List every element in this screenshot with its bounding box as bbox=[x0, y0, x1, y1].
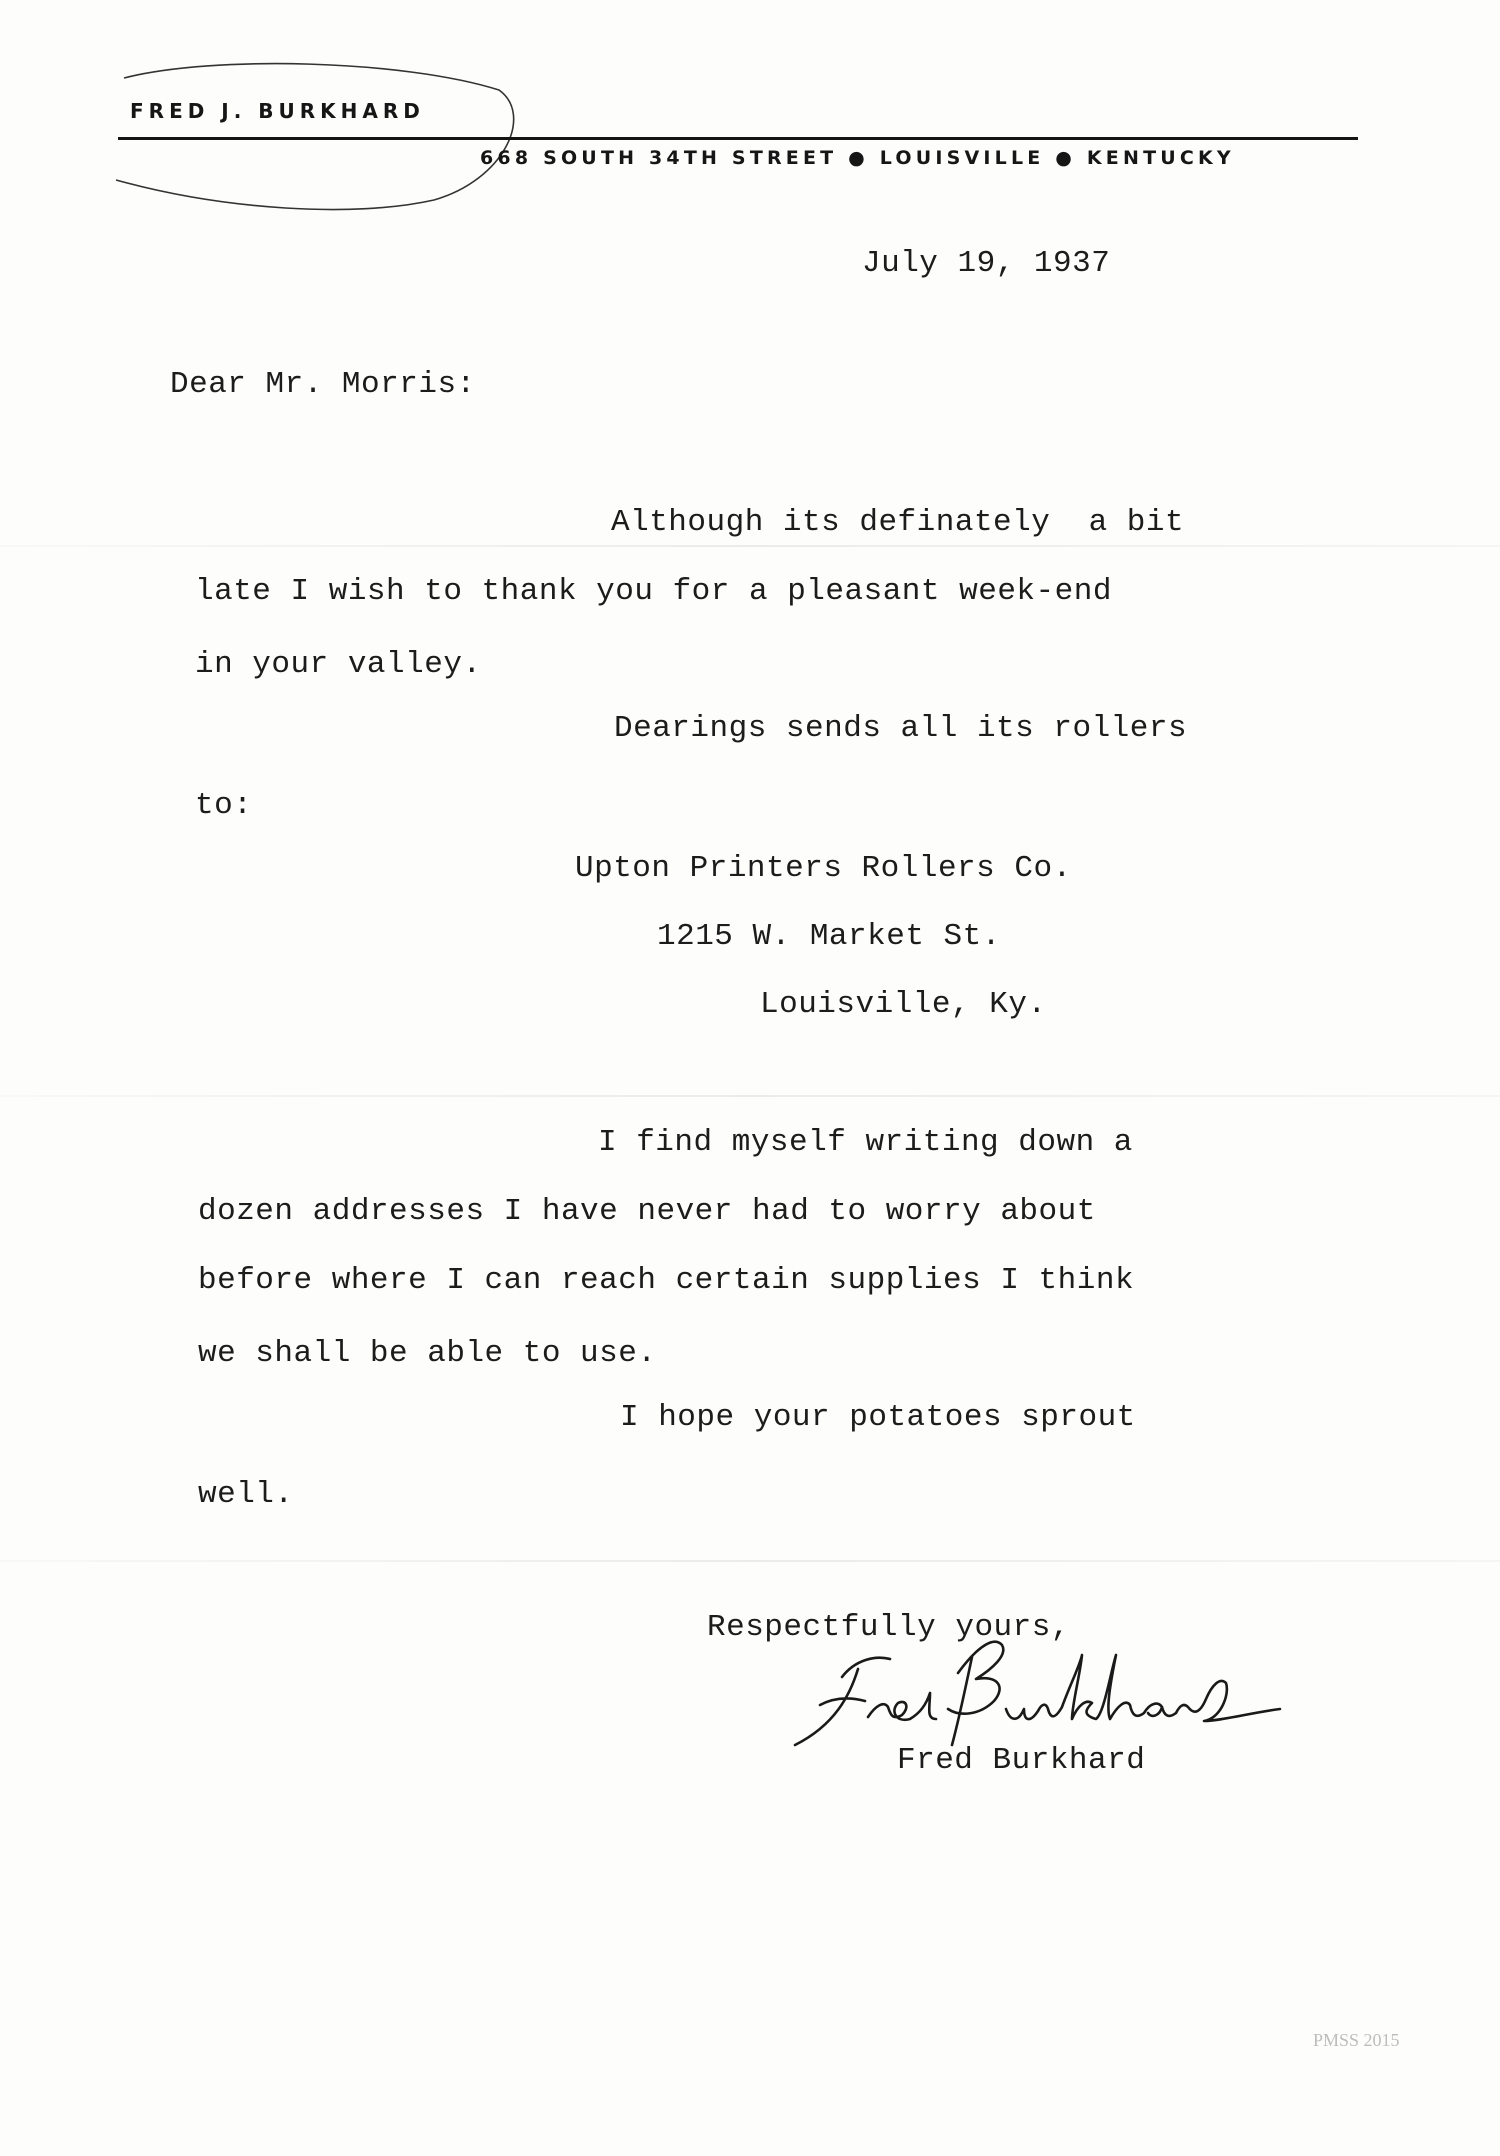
typed-signature-name: Fred Burkhard bbox=[897, 1743, 1146, 1778]
address-line: Louisville, Ky. bbox=[760, 987, 1047, 1022]
paragraph-3-line: dozen addresses I have never had to worry about bbox=[198, 1194, 1096, 1229]
handwritten-signature-icon bbox=[780, 1625, 1300, 1755]
closing: Respectfully yours, bbox=[707, 1610, 1070, 1645]
letterhead-name: FRED J. BURKHARD bbox=[130, 99, 425, 123]
paragraph-1-line: late I wish to thank you for a pleasant week-end bbox=[195, 574, 1112, 609]
letter-date: July 19, 1937 bbox=[862, 246, 1111, 281]
paragraph-1-line: in your valley. bbox=[195, 647, 482, 682]
letterhead-oval-icon bbox=[104, 60, 524, 220]
paper-fold-line bbox=[0, 545, 1500, 547]
paper-fold-line bbox=[0, 1095, 1500, 1097]
paragraph-3-line: we shall be able to use. bbox=[198, 1336, 657, 1371]
letterhead-divider bbox=[118, 137, 1358, 140]
paragraph-3-line: I find myself writing down a bbox=[598, 1125, 1133, 1160]
paragraph-2-line: Dearings sends all its rollers bbox=[614, 711, 1188, 746]
paragraph-4-line: I hope your potatoes sprout bbox=[620, 1400, 1136, 1435]
address-line: 1215 W. Market St. bbox=[657, 919, 1001, 954]
paper-fold-line bbox=[0, 1560, 1500, 1562]
letterhead-address: 668 SOUTH 34TH STREET ● LOUISVILLE ● KENTUCKY bbox=[480, 147, 1235, 169]
paragraph-4-line: well. bbox=[198, 1477, 294, 1512]
salutation: Dear Mr. Morris: bbox=[170, 367, 476, 402]
archive-watermark: PMSS 2015 bbox=[1313, 2030, 1400, 2050]
paragraph-3-line: before where I can reach certain supplies I think bbox=[198, 1263, 1135, 1298]
address-line: Upton Printers Rollers Co. bbox=[575, 851, 1072, 886]
paragraph-1-line: Although its definately a bit bbox=[611, 505, 1185, 540]
paragraph-2-line: to: bbox=[195, 788, 253, 823]
